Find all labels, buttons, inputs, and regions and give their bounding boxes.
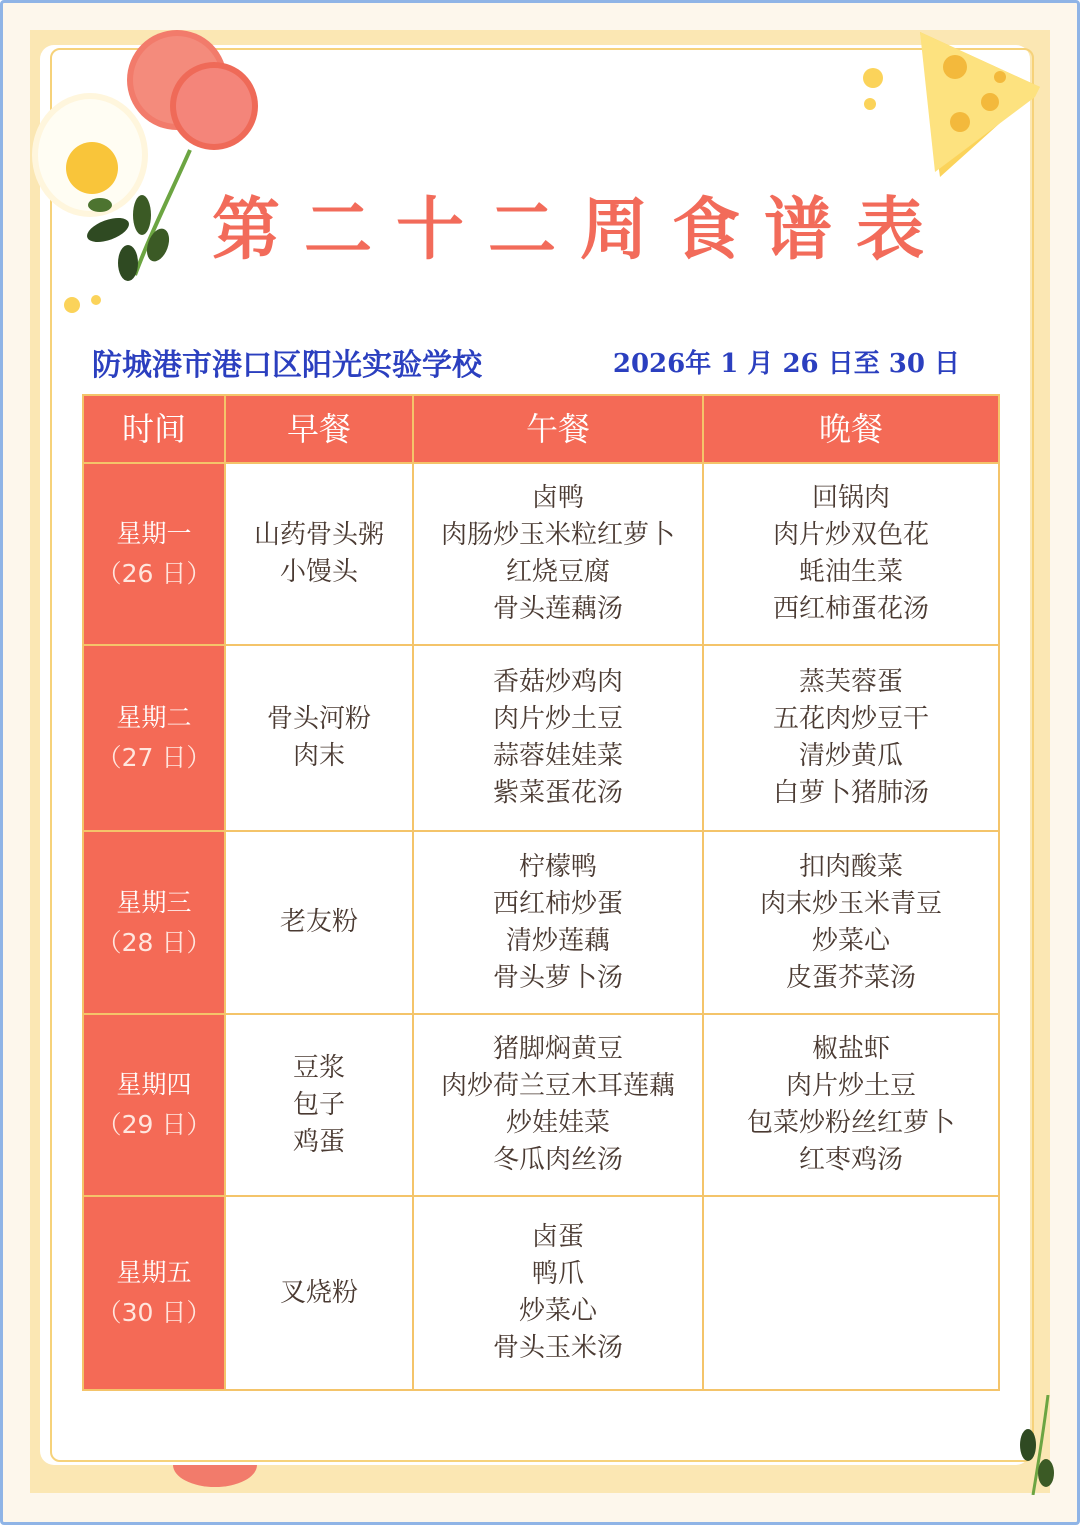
table-row [83,1196,999,1390]
sausage-icon [170,1465,260,1493]
dish-item: 骨头玉米汤 [492,1333,623,1363]
dinner-cell [703,1014,999,1196]
dish-item: 红烧豆腐 [505,557,610,587]
dish-item: 骨头河粉 [266,704,371,734]
dish-item: 豆浆 [292,1052,345,1083]
dish-item: 五花肉炒豆干 [772,704,929,734]
dish-item: 卤蛋 [531,1222,584,1252]
dish-item: 鸡蛋 [292,1126,345,1157]
dish-item: 香菇炒鸡肉 [492,667,623,697]
table-row [83,463,999,645]
dish-item: 炒娃娃菜 [505,1108,610,1138]
dish-item: 蚝油生菜 [798,557,903,587]
lunch-cell [413,645,703,831]
dish-item: 骨头萝卜汤 [492,962,623,993]
dish-item: 肉炒荷兰豆木耳莲藕 [440,1071,675,1101]
dish-item: 清炒黄瓜 [798,741,903,771]
table-row [83,1014,999,1196]
day-label: 星期四 [116,1070,192,1099]
lunch-cell [413,1014,703,1196]
day-cell [83,463,225,645]
header-dinner: 晚餐 [703,395,999,463]
lunch-cell [413,463,703,645]
dish-item: 猪脚焖黄豆 [492,1034,623,1064]
cheese-icon [900,32,1045,182]
dish-item: 椒盐虾 [811,1034,890,1064]
dots-icon [858,66,888,116]
breakfast-cell [225,831,413,1014]
menu-table [82,394,1000,1391]
day-label: 星期二 [116,703,192,732]
day-date: （28 日） [96,927,212,957]
lunch-cell [413,831,703,1014]
table-row [83,645,999,831]
header-lunch: 午餐 [413,395,703,463]
dish-item: 肉片炒双色花 [772,520,929,550]
dish-item: 老友粉 [279,907,358,937]
dinner-cell [703,1196,999,1390]
dish-item: 蒸芙蓉蛋 [798,667,903,697]
dish-item: 肉肠炒玉米粒红萝卜 [440,520,675,550]
dish-item: 小馒头 [279,557,358,587]
day-cell [83,1014,225,1196]
dish-item: 红枣鸡汤 [798,1145,903,1175]
dish-item: 炒菜心 [811,925,890,956]
header-time: 时间 [83,395,225,463]
dots-icon [60,290,110,320]
dish-item: 包菜炒粉丝红萝卜 [746,1108,955,1138]
dish-item: 蒜蓉娃娃菜 [492,741,623,771]
school-name: 防城港市港口区阳光实验学校 [92,348,482,383]
dinner-cell [703,645,999,831]
dish-item: 肉片炒土豆 [785,1071,916,1101]
breakfast-cell [225,1196,413,1390]
header-row [83,395,999,463]
dish-item: 包子 [292,1089,345,1120]
dish-item: 卤鸭 [531,483,584,513]
day-cell [83,645,225,831]
dish-item: 肉末炒玉米青豆 [759,888,942,919]
day-cell [83,831,225,1014]
dinner-cell [703,463,999,645]
day-label: 星期一 [116,519,192,548]
dish-item: 鸭爪 [531,1259,584,1289]
dish-item: 紫菜蛋花汤 [492,778,623,808]
dish-item: 皮蛋芥菜汤 [785,962,916,993]
dish-item: 西红柿炒蛋 [492,888,623,919]
breakfast-cell [225,463,413,645]
lunch-cell [413,1196,703,1390]
day-date: （27 日） [96,743,212,772]
dish-item: 山药骨头粥 [253,520,384,550]
page-title: 第二十二周食谱表 [211,191,948,270]
dish-item: 肉片炒土豆 [492,704,623,734]
dish-item: 叉烧粉 [279,1277,358,1308]
dish-item: 骨头莲藕汤 [492,594,623,624]
herb-icon [1008,1395,1058,1495]
day-label: 星期五 [116,1258,192,1287]
day-label: 星期三 [116,887,192,917]
sausage-icon [122,28,267,158]
herb-icon [80,145,205,290]
dish-item: 白萝卜猪肺汤 [772,778,929,808]
dish-item: 西红柿蛋花汤 [772,594,929,624]
table-row [83,831,999,1014]
dish-item: 回锅肉 [811,483,890,513]
breakfast-cell [225,645,413,831]
day-date: （30 日） [96,1298,212,1327]
dinner-cell [703,831,999,1014]
breakfast-cell [225,1014,413,1196]
dish-item: 柠檬鸭 [518,851,597,882]
dish-item: 冬瓜肉丝汤 [492,1145,623,1175]
date-range: 2026年 1 月 26 日至 30 日 [612,349,960,379]
day-date: （29 日） [96,1110,212,1139]
dish-item: 肉末 [292,741,345,771]
dish-item: 扣肉酸菜 [798,851,903,882]
day-cell [83,1196,225,1390]
dish-item: 清炒莲藕 [505,925,610,956]
dish-item: 炒菜心 [518,1296,597,1326]
day-date: （26 日） [96,559,212,588]
header-breakfast: 早餐 [225,395,413,463]
